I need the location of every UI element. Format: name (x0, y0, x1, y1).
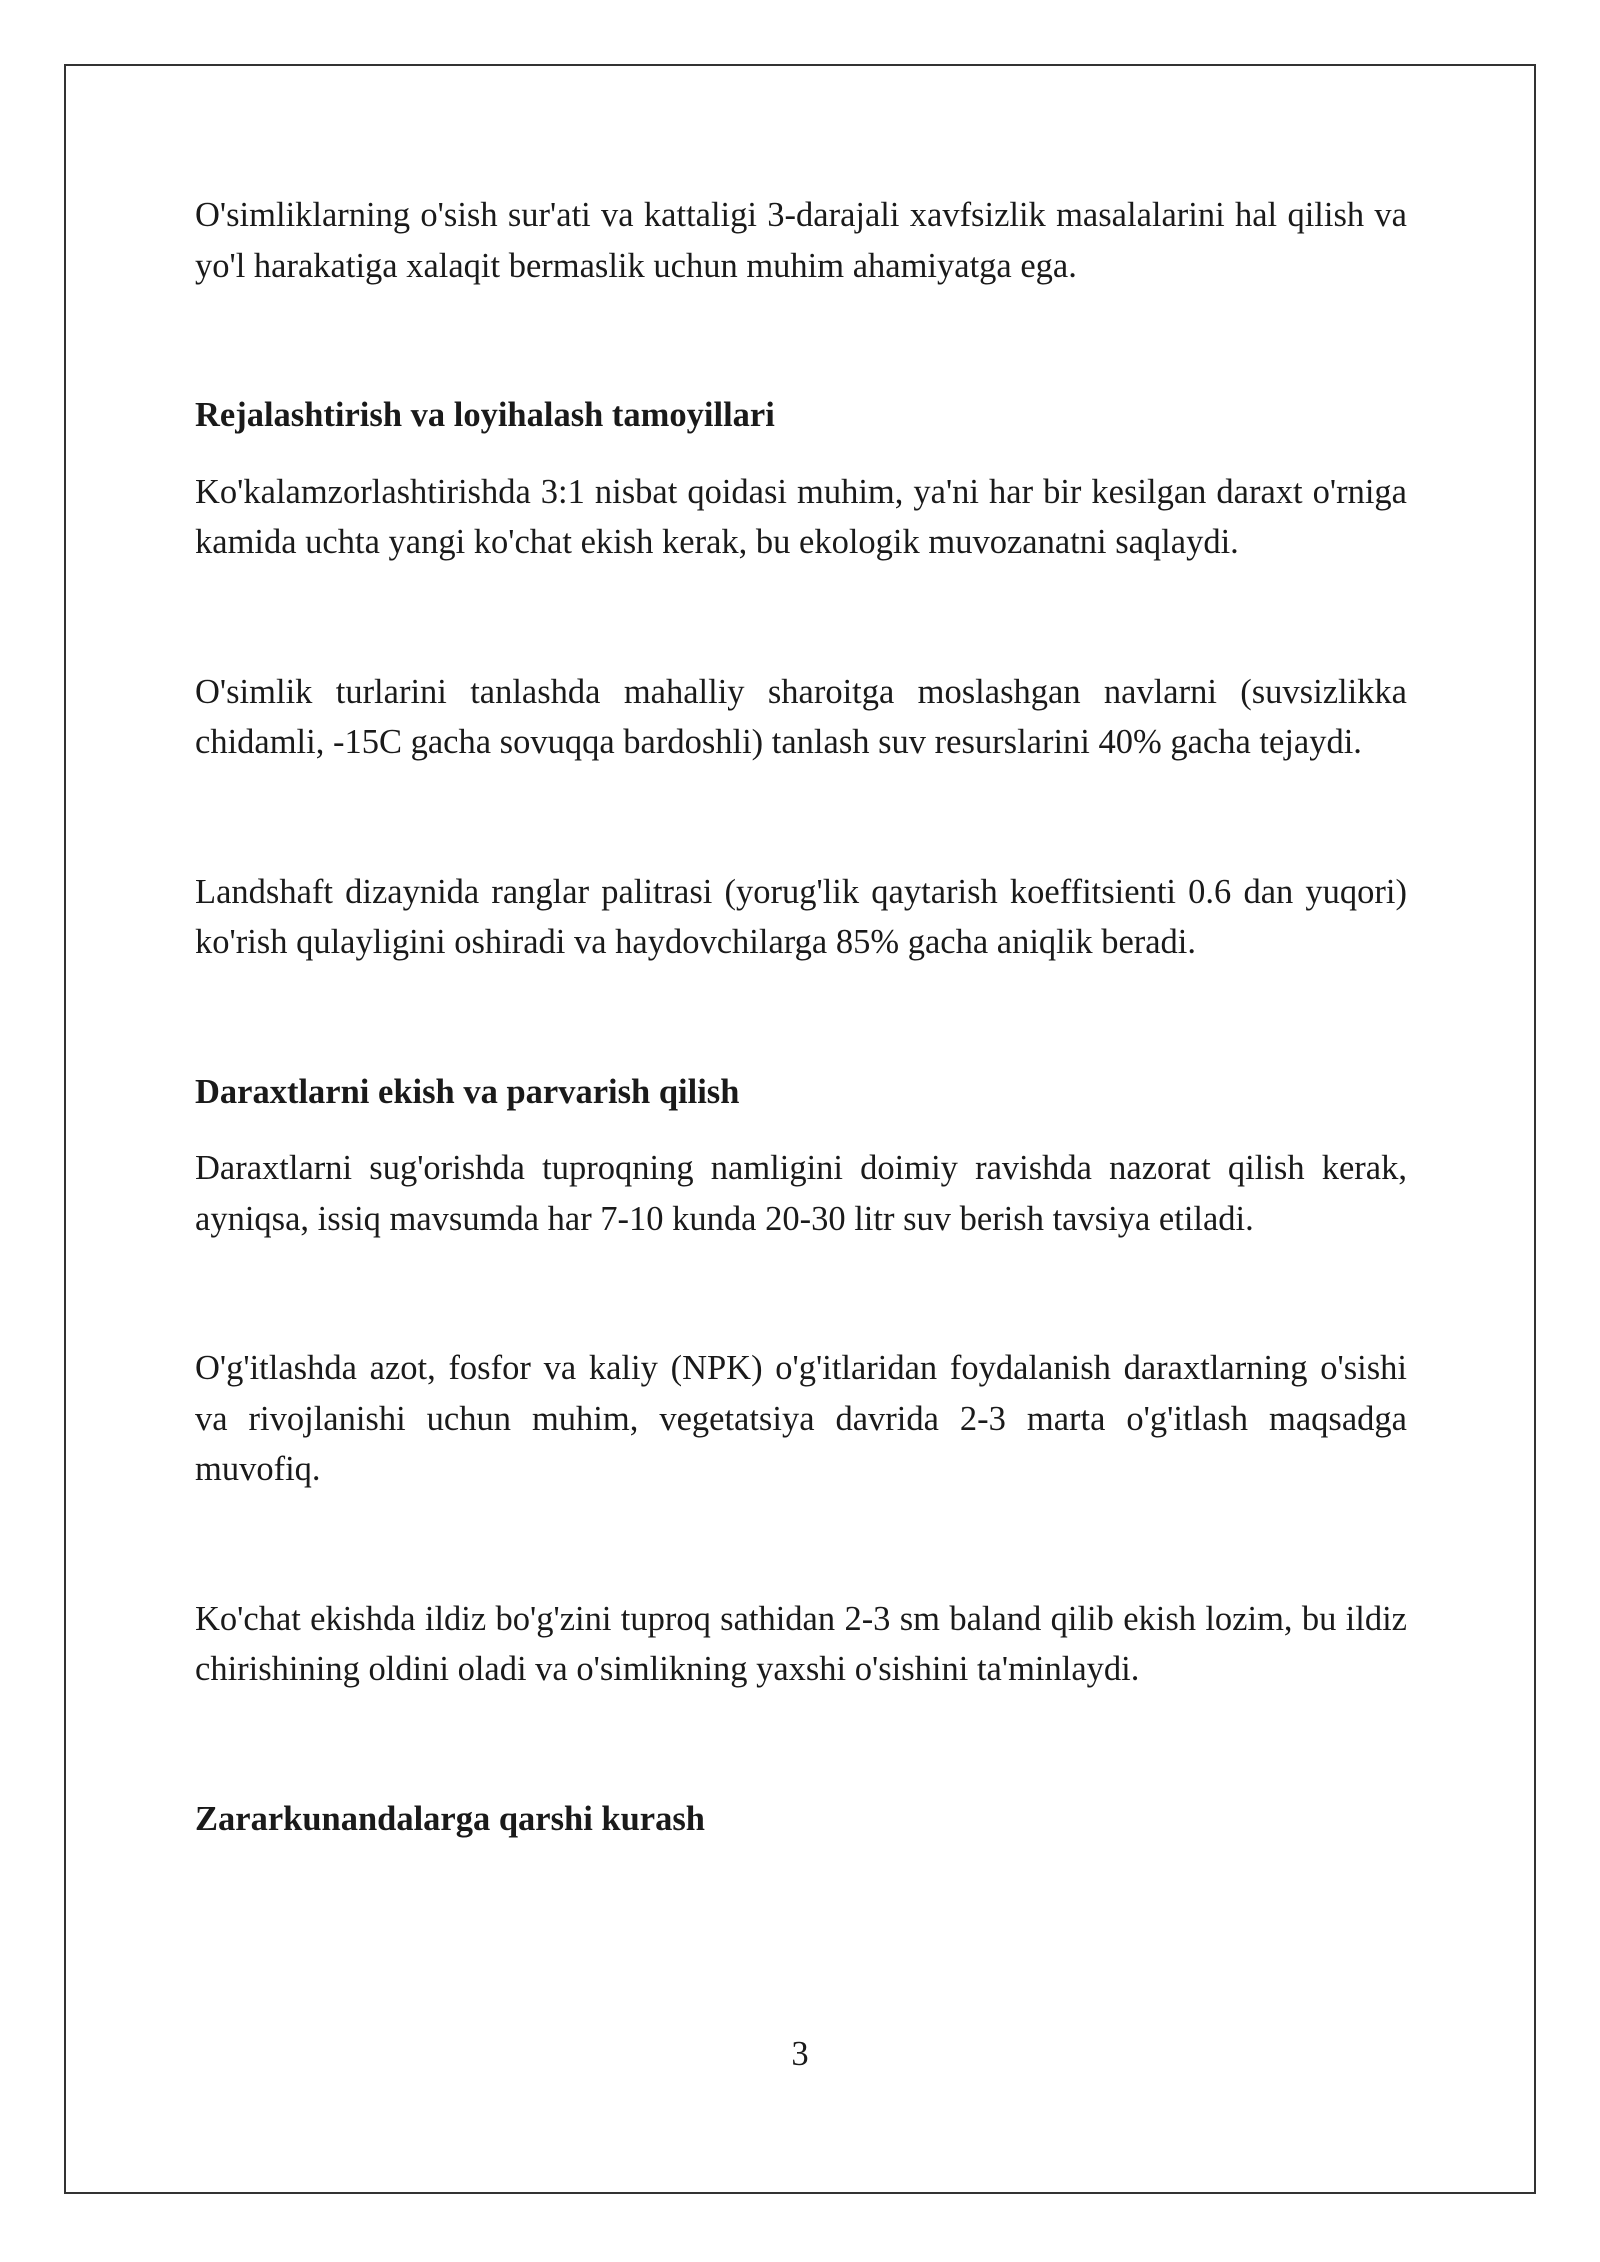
heading-planning-principles: Rejalashtirish va loyihalash tamoyillari (195, 396, 775, 434)
paragraph-ratio-rule: Ko'kalamzorlashtirishda 3:1 nisbat qoidasi muhim, ya'ni har bir kesilgan daraxt o'rniga kamida uchta yangi ko'chat ekish kerak, bu ekologik muvozanatni saqlaydi. (195, 472, 1407, 561)
paragraph-seedling-planting: Ko'chat ekishda ildiz bo'g'zini tuproq sathidan 2-3 sm baland qilib ekish lozim, bu ildiz chirishining oldini oladi va o'simlikning yaxshi o'sishini ta'minlaydi. (195, 1599, 1407, 1688)
paragraph-watering: Daraxtlarni sug'orishda tuproqning namligini doimiy ravishda nazorat qilish kerak, ayniqsa, issiq mavsumda har 7-10 kunda 20-30 litr suv berish tavsiya etiladi. (195, 1149, 1407, 1238)
paragraph-fertilizing: O'g'itlashda azot, fosfor va kaliy (NPK) o'g'itlaridan foydalanish daraxtlarning o'sishi va rivojlanishi uchun muhim, vegetatsiya davrida 2-3 marta o'g'itlash maqsadga muvofiq. (195, 1349, 1407, 1488)
heading-pest-control: Zararkunandalarga qarshi kurash (195, 1799, 705, 1838)
paragraph-color-palette: Landshaft dizaynida ranglar palitrasi (yorug'lik qaytarish koeffitsienti 0.6 dan yuqori) ko'rish qulayligini oshiradi va haydovchilarga 85% gacha aniqlik beradi. (195, 872, 1407, 961)
heading-tree-planting-care: Daraxtlarni ekish va parvarish qilish (195, 1072, 740, 1111)
paragraph-species-selection: O'simlik turlarini tanlashda mahalliy sharoitga moslashgan navlarni (suvsizlikka chidamli, -15C gacha sovuqqa bardoshli) tanlash suv resurslarini 40% gacha tejaydi. (195, 672, 1407, 761)
paragraph-plant-growth: O'simliklarning o'sish sur'ati va kattaligi 3-darajali xavfsizlik masalalarini hal qilish va yo'l harakatiga xalaqit bermaslik uchun muhim ahamiyatga ega. (195, 196, 1407, 285)
page-content (195, 190, 1407, 1844)
page-number: 3 (791, 2035, 809, 2073)
